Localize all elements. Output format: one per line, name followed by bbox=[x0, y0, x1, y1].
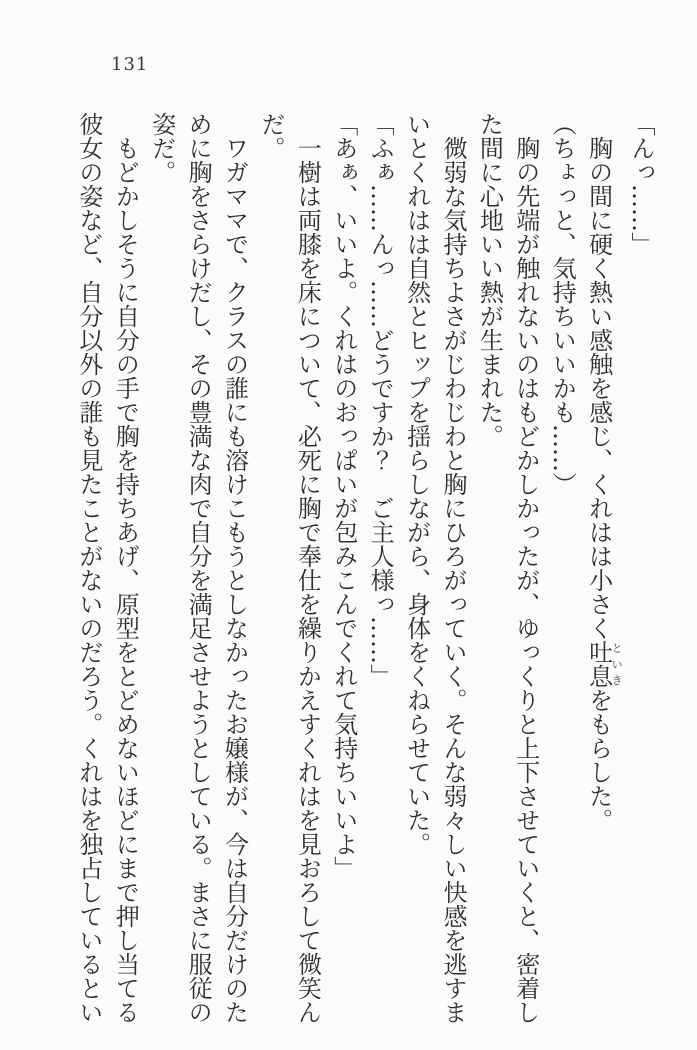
text-segment-pre: 胸の間に硬く熱い感触を感じ、くれはは小さく bbox=[584, 112, 613, 640]
paragraph-narrative-2: 胸の先端が触れないのはもどかしかったが、ゆっくりと上下させていくと、密着した間に心地いい熱が生まれた。 bbox=[475, 112, 540, 1024]
paragraph-narrative-4: 一樹は両膝を床について、必死に胸で奉仕を繰りかえすくれはを見おろして微笑んだ。 bbox=[256, 112, 322, 1024]
paragraph-narrative-5: ワガママで、クラスの誰にも溶けこもうとしなかったお嬢様が、今は自分だけのために胸をさらけだし、その豊満な肉で自分を満足させようとしている。まさに服従の姿だ。 bbox=[147, 112, 249, 1024]
ruby-annotation-toiki bbox=[584, 640, 624, 688]
text-area bbox=[71, 112, 660, 1038]
paragraph-narrative-1 bbox=[580, 112, 622, 1038]
paragraph-narrative-3: 微弱な気持ちよさがじわじわと胸にひろがっていく。そんな弱々しい快感を逃すまいとくれはは自然とヒップを揺らしながら、身体をくねらせていた。 bbox=[402, 112, 467, 1024]
paragraph-narrative-6: もどかしそうに自分の手で胸を持ちあげ、原型をとどめないほどにまで押し当てる彼女の姿など、自分以外の誰も見たことがないのだろう。くれはを独占しているとい bbox=[74, 112, 140, 1024]
text-segment-post: をもらした。 bbox=[584, 688, 613, 832]
paragraph-dialogue-2: 「ふぁ……んっ……どうですか？ ご主人様っ……」 bbox=[366, 112, 395, 688]
paragraph-dialogue-1: 「んっ……」 bbox=[627, 112, 655, 256]
paragraph-dialogue-3: 「あぁ、いいよ。くれはのおっぱいが包みこんでくれて気持ちいいよ」 bbox=[329, 112, 358, 880]
paragraph-thought-1: （ちょっと、気持ちいいかも……） bbox=[548, 112, 577, 496]
page-number: 131 bbox=[111, 54, 149, 75]
furigana-text: といき bbox=[610, 640, 624, 688]
ruby-base-text: 吐息 bbox=[584, 640, 613, 688]
